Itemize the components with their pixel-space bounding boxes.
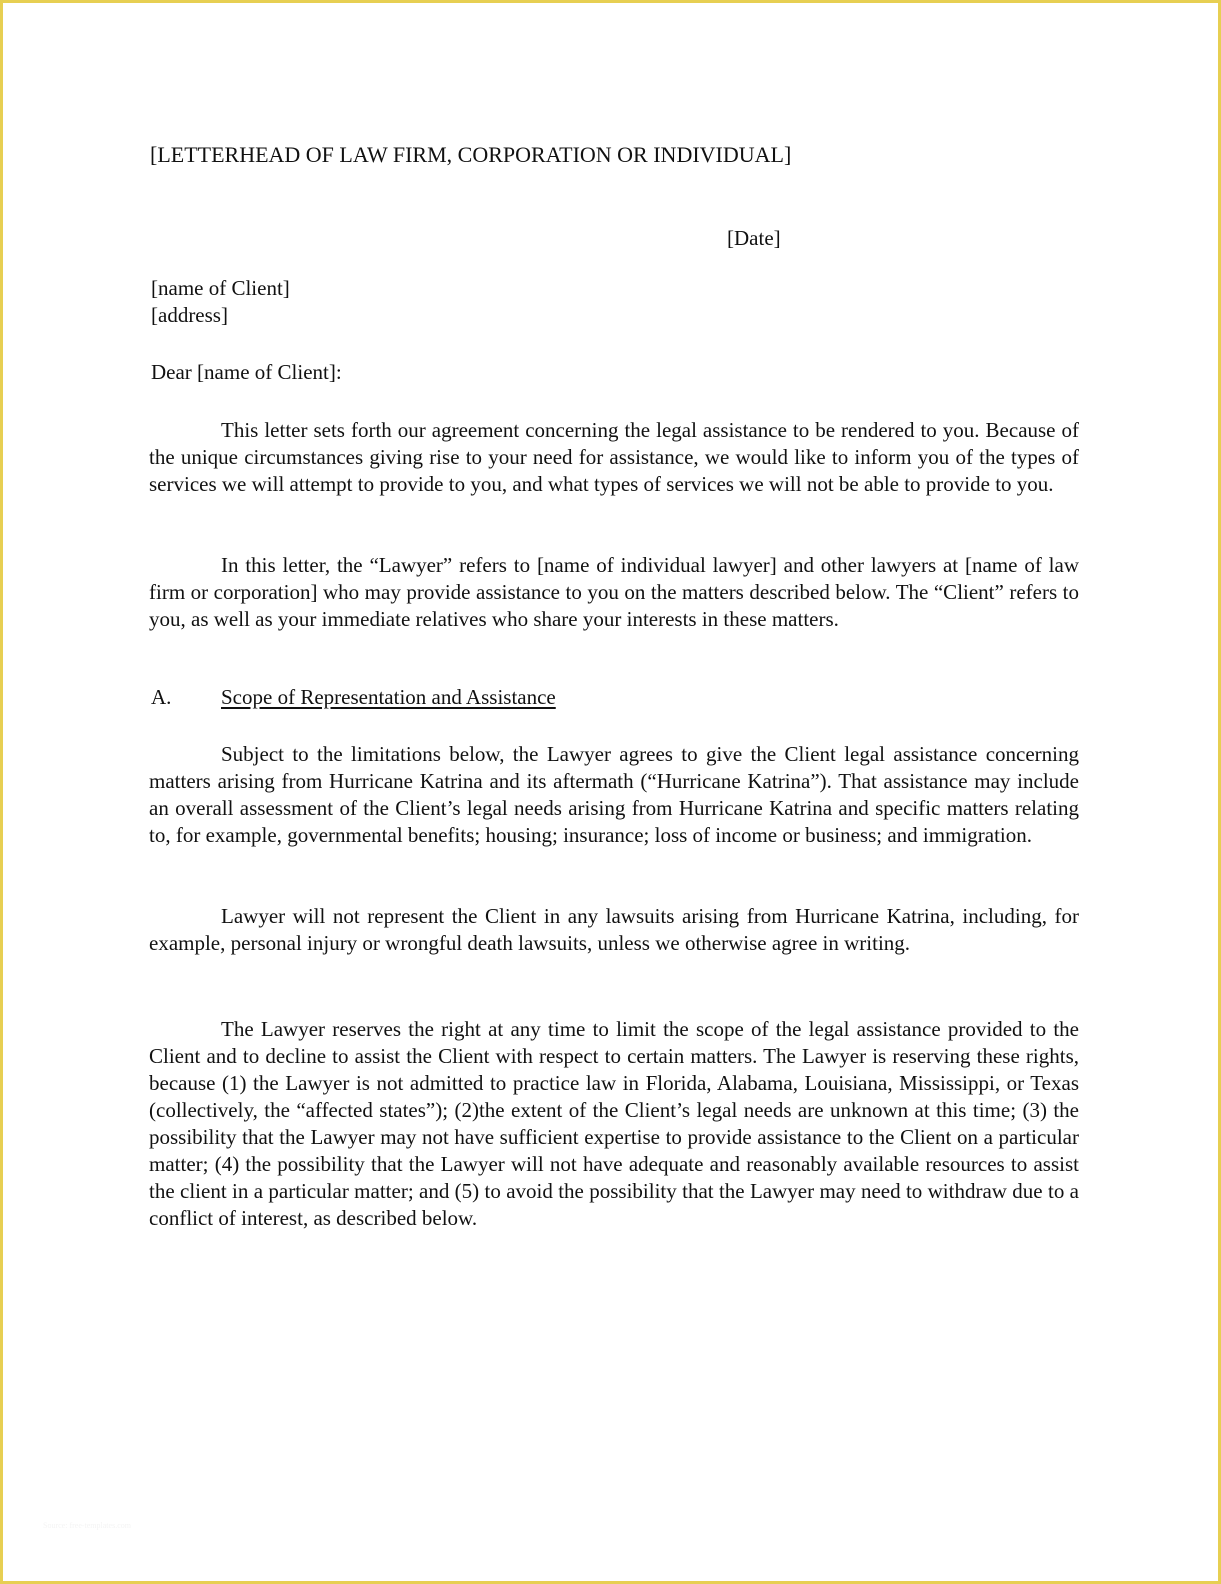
date: [Date] — [727, 226, 781, 250]
watermark-text: Source: free-templates.com — [43, 1521, 131, 1530]
section-letter: A. — [151, 685, 172, 709]
recipient-address: [address] — [151, 303, 228, 327]
paragraph-reserved-rights: The Lawyer reserves the right at any time to limit the scope of the legal assistance provided to the Client and to decline to assist the Client with respect to certain matters. The Lawyer is reserving these rights, because (1) the Lawyer is not admitted to practice law in Florida, Alabama, Louisiana, Mississippi, or Texas (collectively, the “affected states”); (2)the extent of the Client’s legal needs are unknown at this time; (3) the possibility that the Lawyer may not have sufficient expertise to provide assistance to the Client on a particular matter; (4) the possibility that the Lawyer will not have adequate and reasonably available resources to assist the client in a particular matter; and (5) to avoid the possibility that the Lawyer may need to withdraw due to a conflict of interest, as described below. — [149, 1017, 1079, 1230]
paragraph-lawsuits: Lawyer will not represent the Client in any lawsuits arising from Hurricane Katrina, including, for example, personal injury or wrongful death lawsuits, unless we otherwise agree in writing. — [149, 904, 1079, 955]
paragraph-definitions: In this letter, the “Lawyer” refers to [name of individual lawyer] and other lawyers at [name of law firm or corporation] who may provide assistance to you on the matters described below. The “Client” refers to you, as well as your immediate relatives who share your interests in these matters. — [149, 553, 1079, 631]
letterhead: [LETTERHEAD OF LAW FIRM, CORPORATION OR INDIVIDUAL] — [150, 142, 792, 167]
salutation: Dear [name of Client]: — [151, 360, 342, 384]
recipient-name: [name of Client] — [151, 276, 290, 300]
section-title: Scope of Representation and Assistance — [221, 685, 556, 709]
paragraph-agreement: This letter sets forth our agreement concerning the legal assistance to be rendered to you. Because of the unique circumstances giving rise to your need for assistance, we would like to inform you of the types of services we will attempt to provide to you, and what types of services we will not be able to provide to you. — [149, 418, 1079, 496]
recipient-address-block — [151, 275, 651, 329]
section-heading-a — [151, 684, 851, 711]
paragraph-scope: Subject to the limitations below, the Lawyer agrees to give the Client legal assistance concerning matters arising from Hurricane Katrina and its aftermath (“Hurricane Katrina”). That assistance may include an overall assessment of the Client’s legal needs arising from Hurricane Katrina and specific matters relating to, for example, governmental benefits; housing; insurance; loss of income or business; and immigration. — [149, 742, 1079, 847]
